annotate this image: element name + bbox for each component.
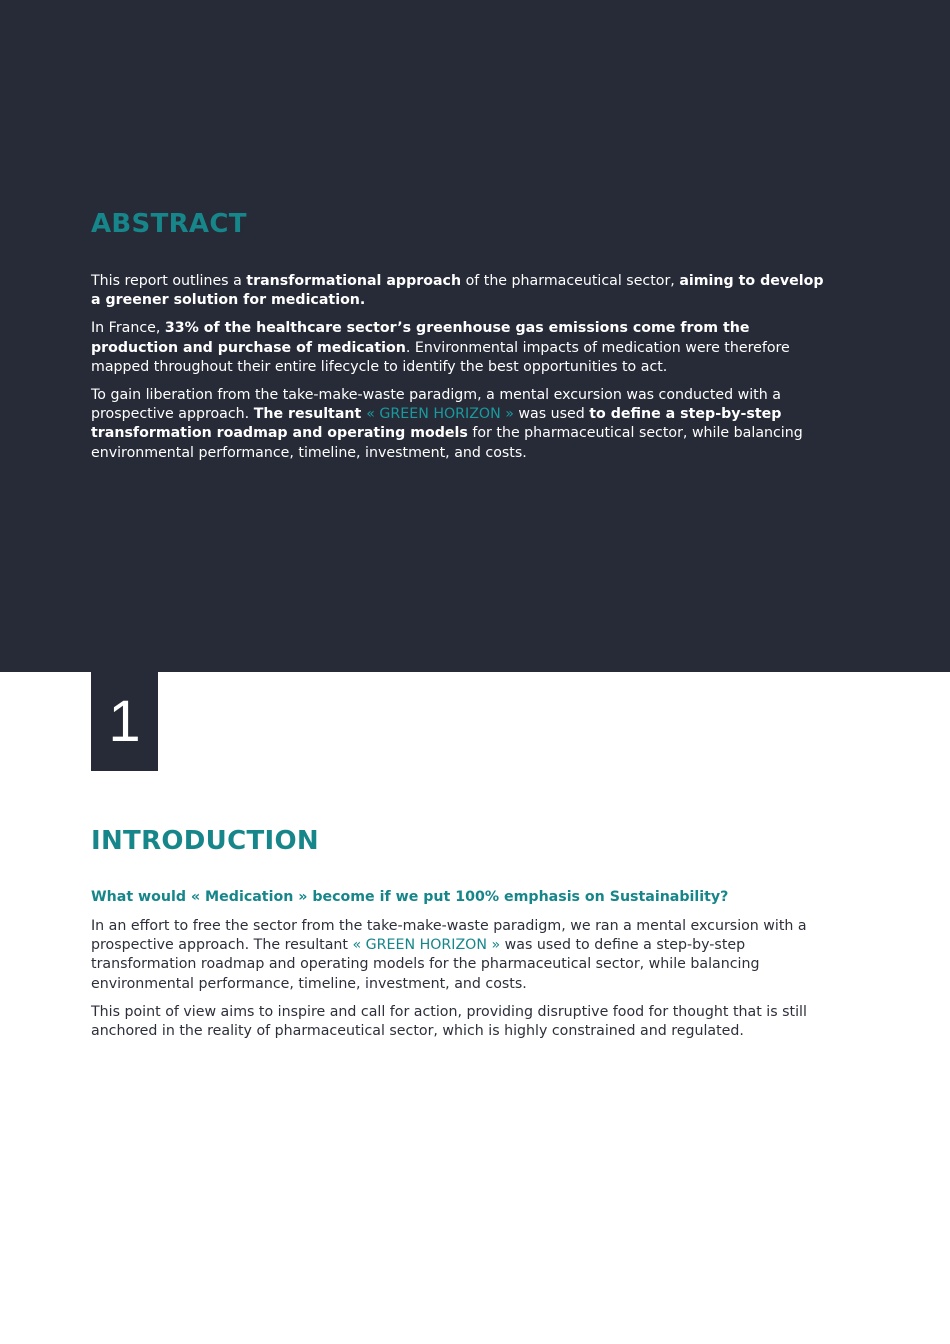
abstract-paragraph-3: To gain liberation from the take-make-waste paradigm, a mental excursion was conducted with a prospective approach. The resultant « GREEN HORIZON » was used to define a step-by-step transformation roadmap and operating models for the pharmaceutical sector, while balancing environmental performance, timeline, investment, and costs. [91, 387, 803, 461]
introduction-body [91, 917, 831, 1050]
abstract-heading: ABSTRACT [91, 209, 247, 239]
section-number-badge: 1 [91, 672, 158, 771]
introduction-paragraph-2: This point of view aims to inspire and call for action, providing disruptive food for thought that is still anchored in the reality of pharmaceutical sector, which is highly constrained and regulated. [91, 1003, 807, 1040]
abstract-paragraph-1: This report outlines a transformational approach of the pharmaceutical sector, aiming to develop a greener solution for medication. [91, 273, 824, 309]
abstract-body [91, 272, 831, 472]
introduction-heading: INTRODUCTION [91, 826, 319, 856]
green-horizon-term: « GREEN HORIZON » [366, 406, 514, 423]
introduction-paragraph-1: In an effort to free the sector from the take-make-waste paradigm, we ran a mental excursion with a prospective approach. The resultant « GREEN HORIZON » was used to define a step-by-step transformation roadmap and operating models for the pharmaceutical sector, while balancing environmental performance, timeline, investment, and costs. [91, 918, 807, 992]
abstract-paragraph-2: In France, 33% of the healthcare sector’s greenhouse gas emissions come from the production and purchase of medication. Environmental impacts of medication were therefore mapped throughout their entire lifecycle to identify the best opportunities to act. [91, 320, 790, 375]
green-horizon-term: « GREEN HORIZON » [352, 937, 501, 954]
introduction-question: What would « Medication » become if we put 100% emphasis on Sustainability? [91, 889, 729, 905]
